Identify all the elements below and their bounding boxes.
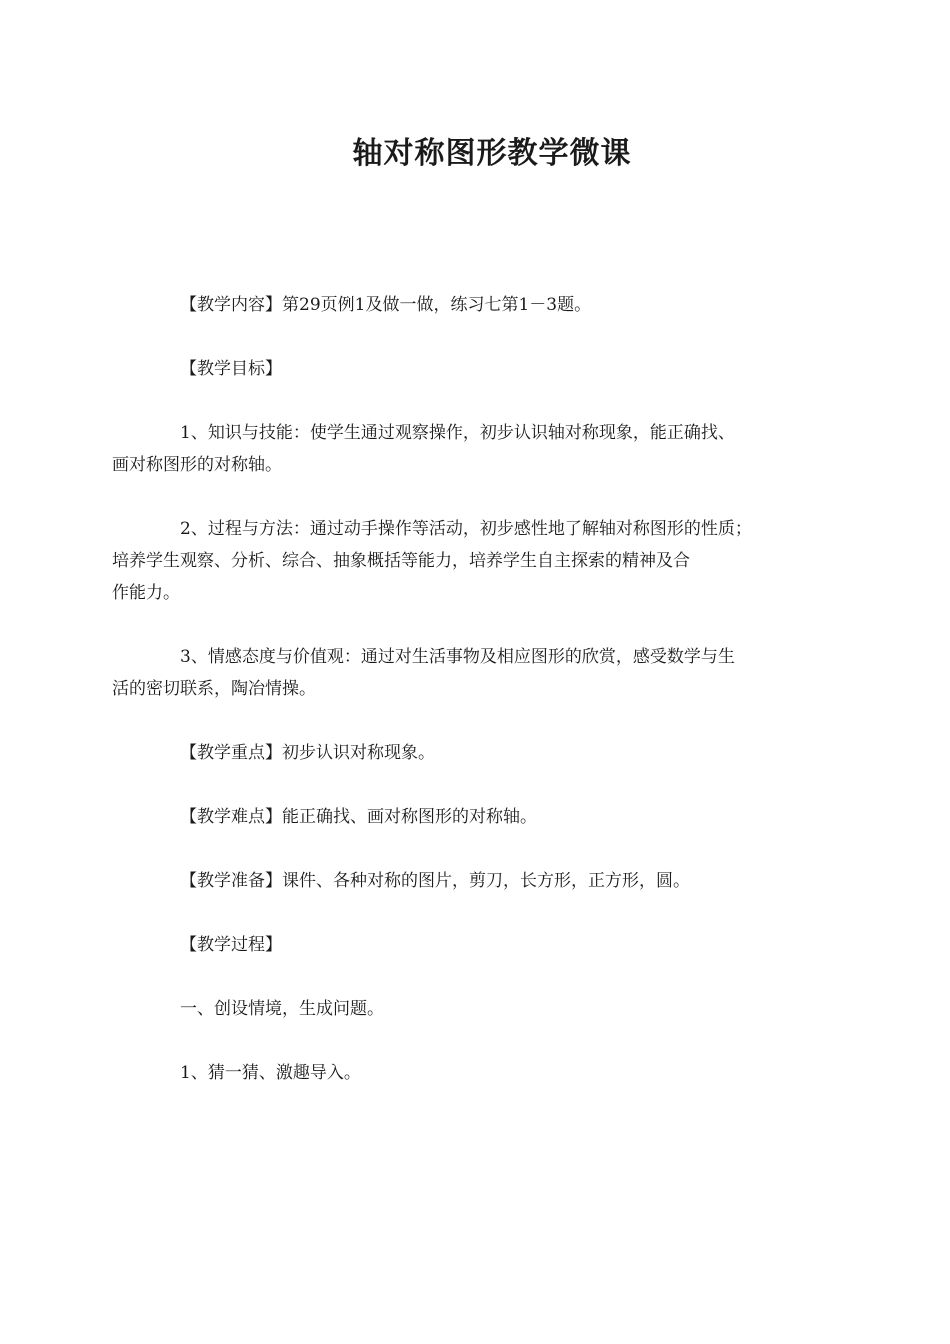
document-body <box>112 289 816 1121</box>
paragraph-line: 画对称图形的对称轴。 <box>112 455 282 475</box>
paragraph-line: 【教学过程】 <box>180 935 282 955</box>
paragraph-teaching-goals-heading <box>146 353 816 385</box>
paragraph-line: 【教学内容】第29页例1及做一做，练习七第1－3题。 <box>180 295 592 315</box>
paragraph-line: 【教学准备】课件、各种对称的图片，剪刀，长方形，正方形，圆。 <box>180 871 690 891</box>
paragraph-line: 【教学难点】能正确找、画对称图形的对称轴。 <box>180 807 537 827</box>
paragraph-step-one <box>146 993 816 1025</box>
paragraph-goal-process <box>112 513 816 609</box>
document-title: 轴对称图形教学微课 <box>352 136 632 171</box>
paragraph-line: 作能力。 <box>112 583 180 603</box>
paragraph-difficulty <box>146 801 816 833</box>
paragraph-key-point <box>146 737 816 769</box>
paragraph-teaching-content <box>146 289 816 321</box>
paragraph-step-one-one <box>146 1057 816 1089</box>
paragraph-goal-knowledge <box>112 417 816 481</box>
paragraph-line: 3、情感态度与价值观：通过对生活事物及相应图形的欣赏，感受数学与生 <box>180 647 735 667</box>
paragraph-line: 活的密切联系，陶冶情操。 <box>112 679 316 699</box>
paragraph-line: 1、知识与技能：使学生通过观察操作，初步认识轴对称现象，能正确找、 <box>180 423 735 443</box>
paragraph-goal-emotion <box>112 641 816 705</box>
paragraph-line: 一、创设情境，生成问题。 <box>180 999 384 1019</box>
paragraph-line: 1、猜一猜、激趣导入。 <box>180 1063 361 1083</box>
paragraph-line: 【教学重点】初步认识对称现象。 <box>180 743 435 763</box>
paragraph-line: 培养学生观察、分析、综合、抽象概括等能力，培养学生自主探索的精神及合 <box>112 551 690 571</box>
paragraph-line: 【教学目标】 <box>180 359 282 379</box>
paragraph-line: 2、过程与方法：通过动手操作等活动，初步感性地了解轴对称图形的性质； <box>180 519 752 539</box>
paragraph-preparation <box>146 865 816 897</box>
paragraph-process-heading <box>146 929 816 961</box>
